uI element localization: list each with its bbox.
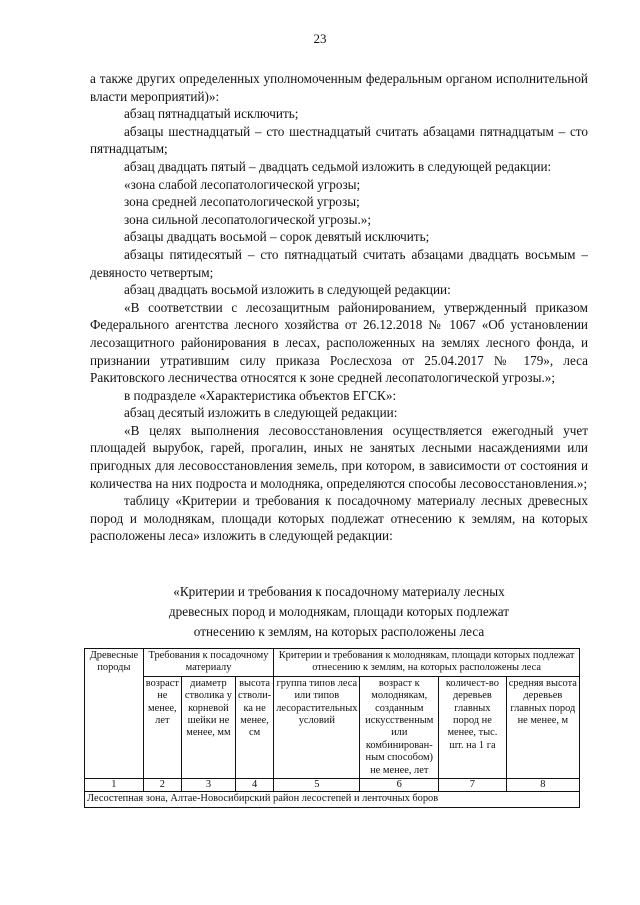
- header-forest-type-group: группа типов леса или типов лесорастительных условий: [274, 676, 360, 778]
- header-mean-height: средняя высота деревьев главных пород не менее, м: [506, 676, 579, 778]
- zone-label: Лесостепная зона, Алтае-Новосибирский район лесостепей и ленточных боров: [85, 792, 580, 807]
- body-text: [90, 70, 588, 545]
- paragraph: абзацы двадцать восьмой – сорок девятый исключить;: [124, 229, 430, 245]
- paragraph: абзацы шестнадцатый – сто шестнадцатый считать абзацами пятнадцатым – сто пятнадцатым;: [90, 123, 588, 157]
- column-number: 5: [274, 779, 360, 792]
- table-heading-line: «Критерии и требования к посадочному материалу лесных: [173, 584, 505, 599]
- paragraph: в подразделе «Характеристика объектов ЕГСК»:: [124, 387, 397, 403]
- page-number: 23: [313, 31, 327, 46]
- header-diameter: диаметр стволика у корневой шейки не менее, мм: [181, 676, 235, 778]
- paragraph: абзац двадцать пятый – двадцать седьмой изложить в следующей редакции:: [124, 158, 552, 174]
- column-number: 7: [439, 779, 507, 792]
- column-number-row: [85, 779, 580, 792]
- paragraph: а также других определенных уполномоченным федеральным органом исполнительной власти мероприятий)»:: [90, 71, 588, 104]
- table-header-row: [85, 649, 580, 677]
- header-young-age: возраст к молоднякам, созданным искусственным или комбинирован-ным способом) не менее, лет: [360, 676, 439, 778]
- paragraph: абзацы пятидесятый – сто пятнадцатый считать абзацами двадцать восьмым – девяносто четвертым;: [90, 246, 588, 280]
- header-tree-count: количест-во деревьев главных пород не менее, тыс. шт. на 1 га: [439, 676, 507, 778]
- paragraph: «В соответствии с лесозащитным районированием, утвержденный приказом Федерального агентства лесного хозяйства от 26.12.2018 № 1067 «Об установлении лесозащитного районирования в лесах, расположенных на землях лесного фонда, и признании утратившим силу приказа Рослесхоза от 25.04.2017 № 179», леса Ракитовского лесничества относятся к зоне средней лесопатологической угрозы.»;: [90, 299, 588, 386]
- paragraph: абзац пятнадцатый исключить;: [124, 106, 299, 122]
- paragraph: зона сильной лесопатологической угрозы.»;: [124, 211, 372, 227]
- paragraph: таблицу «Критерии и требования к посадочному материалу лесных древесных пород и молоднякам, площади которых подлежат отнесению к землям, на которых расположены леса» изложить в следующей редакции:: [90, 493, 588, 544]
- table-subheader-row: [85, 676, 580, 778]
- column-number: 8: [506, 779, 579, 792]
- paragraph: «зона слабой лесопатологической угрозы;: [124, 176, 361, 192]
- column-number: 1: [85, 779, 144, 792]
- paragraph: абзац двадцать восьмой изложить в следующей редакции:: [124, 282, 451, 298]
- zone-row: [85, 792, 580, 807]
- paragraph: «В целях выполнения лесовосстановления осуществляется ежегодный учет площадей вырубок, гарей, прогалин, иных не занятых лесными насаждениями или пригодных для лесовосстановления земель, при котором, в зависимости от состояния и количества на них подроста и молодняка, определяются способы лесовосстановления.»;: [90, 422, 588, 491]
- table-heading: [90, 582, 588, 642]
- header-young-stands-criteria: Критерии и требования к молоднякам, площади которых подлежат отнесению к землям, на которых расположены леса: [274, 649, 580, 677]
- paragraph: абзац десятый изложить в следующей редакции:: [124, 405, 398, 421]
- column-number: 3: [181, 779, 235, 792]
- column-number: 6: [360, 779, 439, 792]
- table-heading-line: древесных пород и молоднякам, площади которых подлежат: [168, 604, 510, 619]
- criteria-table: [84, 648, 580, 808]
- header-age: возраст не менее, лет: [143, 676, 181, 778]
- column-number: 2: [143, 779, 181, 792]
- header-height: высота стволи-ка не менее, см: [235, 676, 273, 778]
- header-species: Древесные породы: [85, 649, 144, 779]
- column-number: 4: [235, 779, 273, 792]
- paragraph: зона средней лесопатологической угрозы;: [124, 194, 360, 210]
- table-heading-line: отнесению к землям, на которых расположены леса: [193, 624, 485, 639]
- header-planting-requirements: Требования к посадочному материалу: [143, 649, 273, 677]
